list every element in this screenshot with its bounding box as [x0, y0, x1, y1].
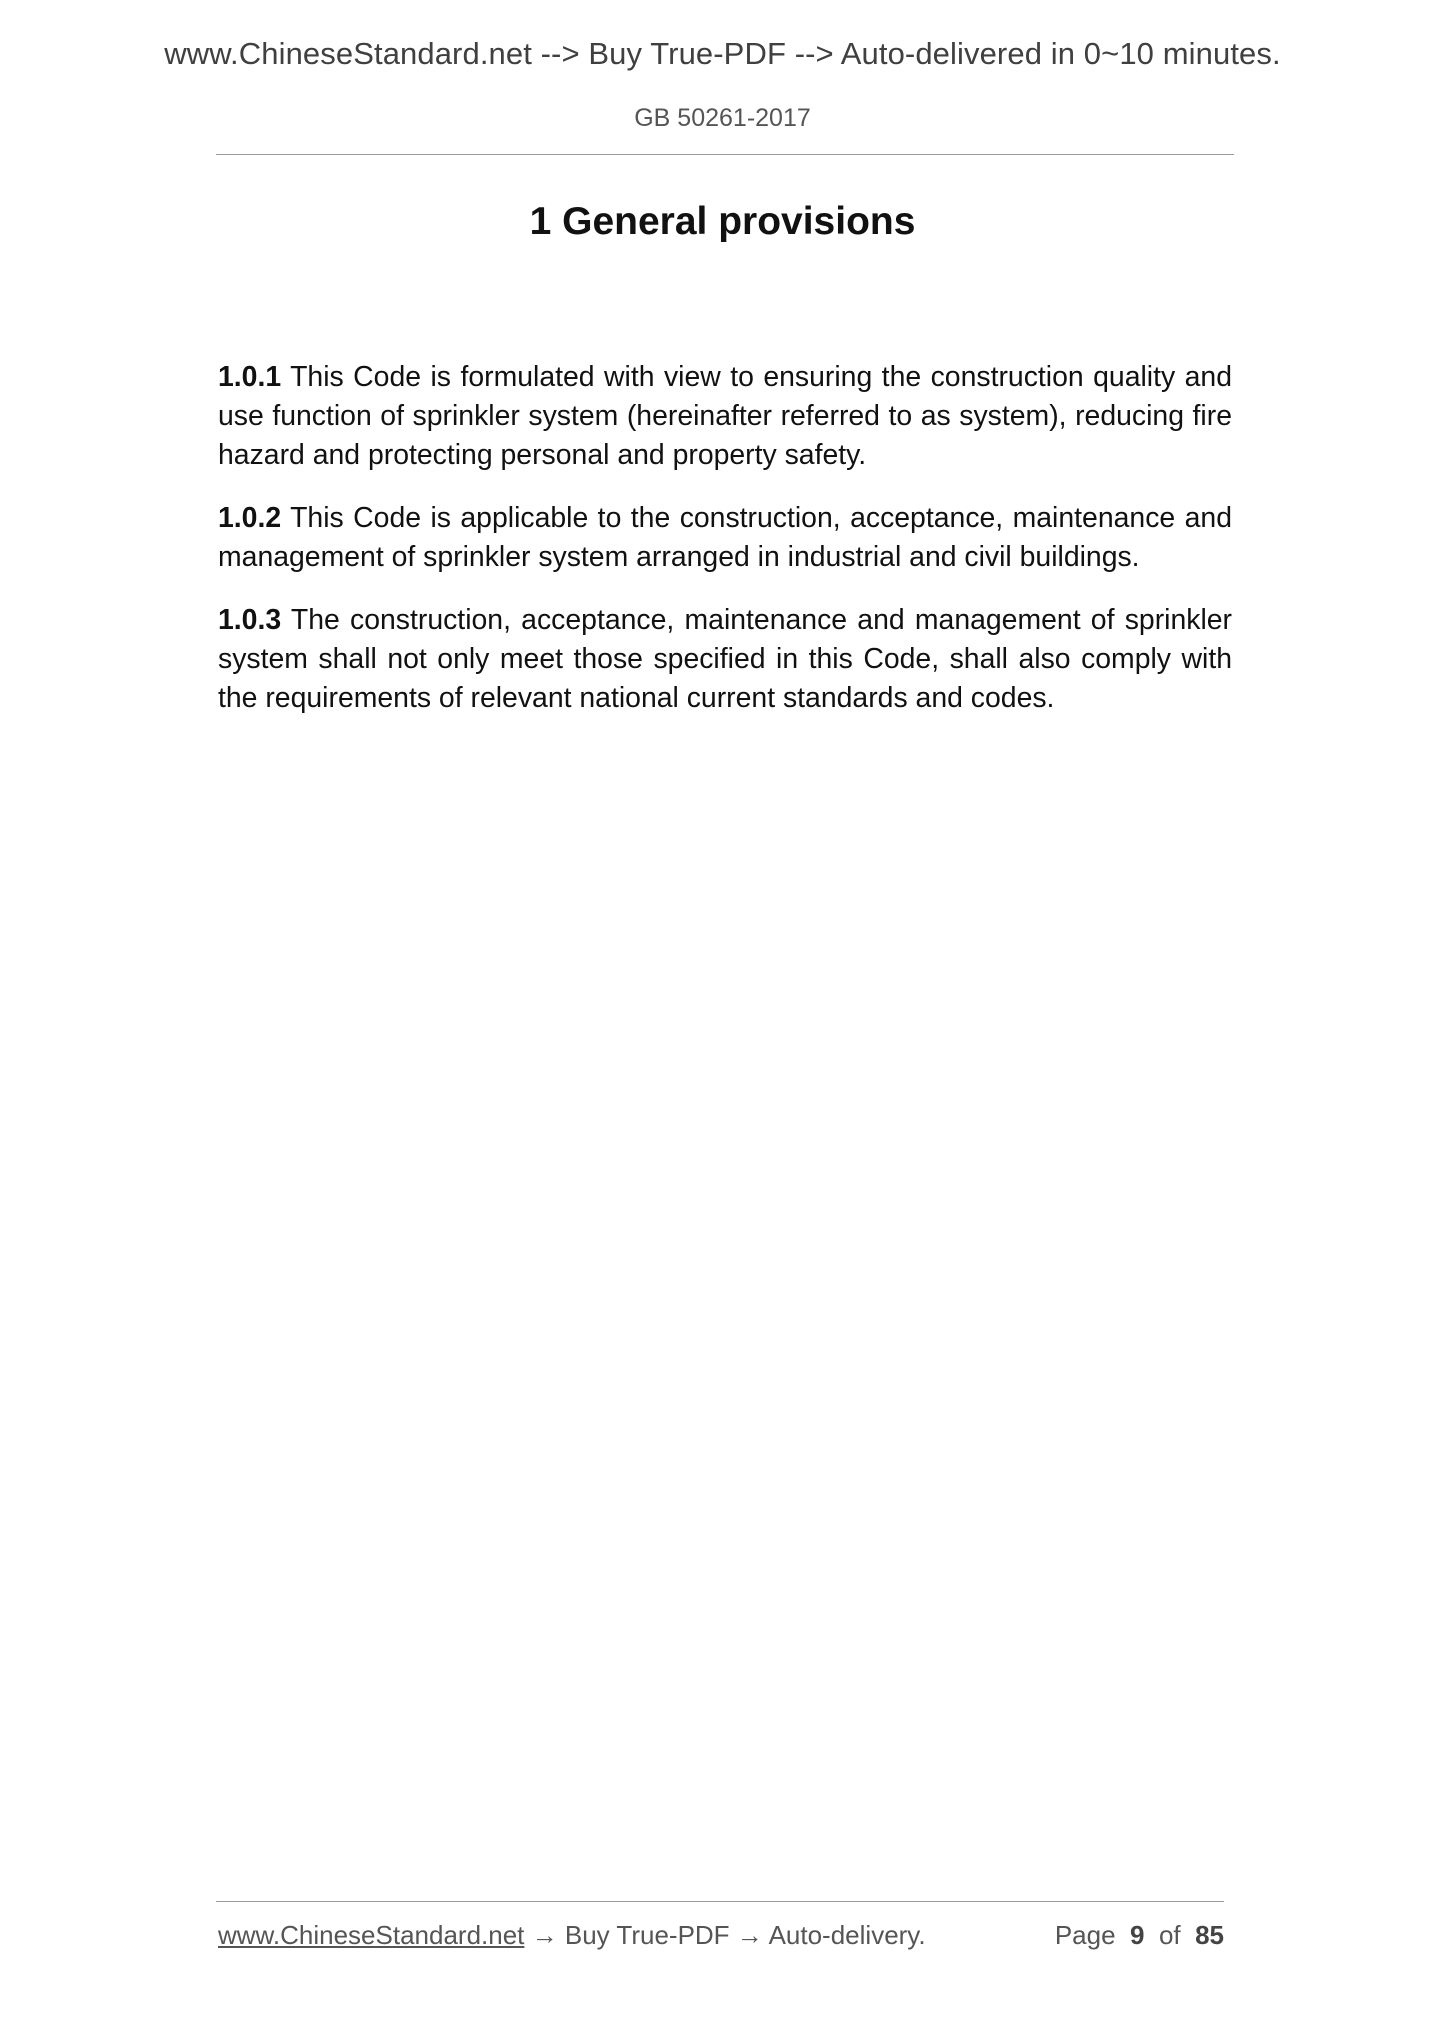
- page-footer: [218, 1920, 1224, 1956]
- clause-text: This Code is applicable to the construction, acceptance, maintenance and management of sprinkler system arranged in industrial and civil buildings.: [218, 502, 1232, 573]
- clause-number: 1.0.3: [218, 604, 282, 636]
- clause-1-0-3: [218, 601, 1232, 718]
- of-word: of: [1158, 1920, 1181, 1950]
- footer-divider: [216, 1901, 1224, 1902]
- footer-site-link[interactable]: www.ChineseStandard.net: [218, 1920, 525, 1950]
- clause-1-0-2: [218, 499, 1232, 577]
- clause-number: 1.0.2: [218, 502, 282, 534]
- clause-text: This Code is formulated with view to ensuring the construction quality and use function of sprinkler system (hereinafter referred to as system), reducing fire hazard and protecting personal and property safety.: [218, 361, 1232, 471]
- page-indicator: [1055, 1920, 1224, 1951]
- clause-number: 1.0.1: [218, 361, 282, 393]
- header-divider: [216, 154, 1234, 155]
- total-pages: 85: [1195, 1920, 1224, 1950]
- chapter-title: 1 General provisions: [529, 200, 916, 243]
- document-body: [218, 358, 1232, 742]
- header-banner: www.ChineseStandard.net --> Buy True-PDF --> Auto-delivered in 0~10 minutes.: [164, 36, 1281, 71]
- clause-text: The construction, acceptance, maintenance and management of sprinkler system shall not only meet those specified in this Code, shall also comply with the requirements of relevant national current standards and codes.: [218, 604, 1232, 714]
- standard-code: GB 50261-2017: [634, 104, 811, 132]
- clause-1-0-1: [218, 358, 1232, 475]
- footer-left: [218, 1920, 926, 1951]
- footer-tagline: → Buy True-PDF → Auto-delivery.: [524, 1920, 926, 1950]
- page-word: Page: [1054, 1920, 1116, 1950]
- page-number: 9: [1130, 1920, 1145, 1950]
